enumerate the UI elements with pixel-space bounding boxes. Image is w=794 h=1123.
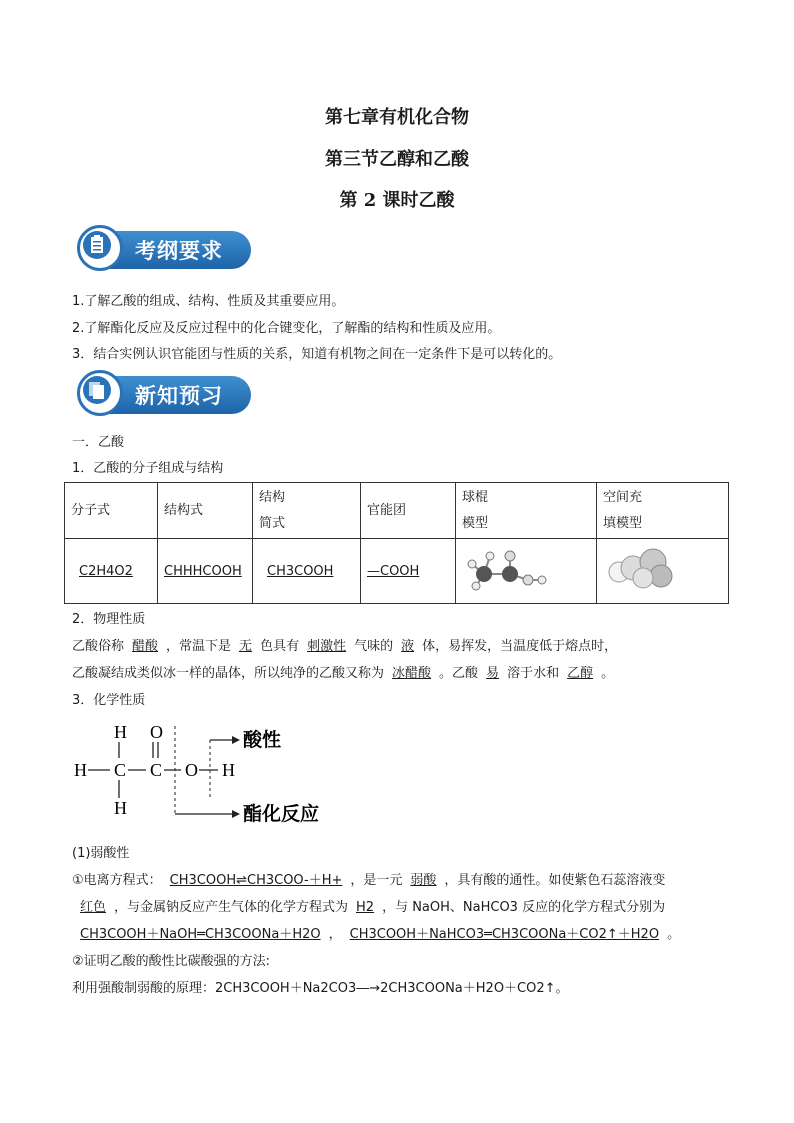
banner-preview [77, 370, 253, 416]
objective-3: 3．结合实例认识官能团与性质的关系，知道有机物之间在一定条件下是可以转化的。 [72, 347, 562, 362]
banner-label: 考纲要求 [135, 238, 223, 263]
atom-label: H [114, 722, 127, 742]
acidity-line-4: ②证明乙酸的酸性比碳酸强的方法: [72, 954, 271, 969]
table-header: 结构 简式 [253, 483, 361, 539]
table-row [65, 539, 729, 604]
banner-label: 新知预习 [135, 383, 223, 408]
objective-2: 2.了解酯化反应及反应过程中的化合键变化，了解酯的结构和性质及应用。 [72, 321, 501, 336]
table-header: 空间充 填模型 [597, 483, 729, 539]
atom-label: C [114, 760, 127, 780]
table-cell: CH3COOH [253, 539, 361, 604]
acetic-acid-structure-diagram [70, 718, 350, 828]
acid-label: 酸性 [243, 729, 282, 751]
sub-heading-structure: 1．乙酸的分子组成与结构 [72, 461, 224, 476]
ball-stick-model-cell [456, 539, 597, 604]
atom-label: O [185, 760, 198, 780]
documents-icon [83, 376, 111, 404]
acidity-line-2: 红色 ，与金属钠反应产生气体的化学方程式为 H2 ，与 NaOH、NaHCO3 反应的化学方程式分别为 [80, 900, 666, 915]
banner-exam-requirements [77, 225, 253, 271]
objective-1: 1.了解乙酸的组成、结构、性质及其重要应用。 [72, 294, 345, 309]
physical-line-2: 乙酸凝结成类似冰一样的晶体，所以纯净的乙酸又称为 冰醋酸 。乙酸 易 溶于水和 乙醇 。 [72, 666, 615, 681]
table-header-row [65, 483, 729, 539]
acidity-line-5: 利用强酸制弱酸的原理：2CH3COOH＋Na2CO3―→2CH3COONa＋H2O＋CO2↑。 [72, 981, 569, 996]
lesson-title: 第 2 课时乙酸 [339, 190, 455, 211]
table-header: 官能团 [361, 483, 456, 539]
acidity-line-3: CH3COOH＋NaOH═CH3COONa＋H2O ， CH3COOH＋NaHCO3═CH3COONa＋CO2↑＋H2O 。 [80, 927, 681, 942]
atom-label: H [74, 760, 87, 780]
sub-heading-physical: 2．物理性质 [72, 612, 146, 627]
structure-table [64, 482, 729, 604]
table-header: 球棍 模型 [456, 483, 597, 539]
space-filling-model-cell [597, 539, 729, 604]
ball-stick-model-image [462, 544, 572, 594]
atom-label: O [150, 722, 163, 742]
clipboard-icon [83, 231, 111, 259]
acidity-heading: (1)弱酸性 [72, 846, 130, 861]
table-cell: —COOH [361, 539, 456, 604]
section-heading: 一．乙酸 [72, 435, 125, 450]
physical-line-1: 乙酸俗称 醋酸 ，常温下是 无 色具有 刺激性 气味的 液 体，易挥发，当温度低于熔点时， [72, 639, 618, 654]
table-header: 分子式 [65, 483, 158, 539]
sub-heading-chemical: 3．化学性质 [72, 693, 146, 708]
table-cell: C2H4O2 [65, 539, 158, 604]
space-filling-model-image [603, 544, 683, 594]
chapter-title: 第七章有机化合物 [325, 107, 469, 128]
table-cell: CHHHCOOH [158, 539, 253, 604]
esterification-label: 酯化反应 [243, 803, 320, 825]
acidity-line-1: ①电离方程式： CH3COOH⇌CH3COO-＋H+ ，是一元 弱酸 ，具有酸的通性。如使紫色石蕊溶液变 [72, 873, 666, 888]
atom-label: H [222, 760, 235, 780]
atom-label: H [114, 798, 127, 818]
section-title: 第三节乙醇和乙酸 [325, 149, 469, 170]
atom-label: C [150, 760, 163, 780]
table-header: 结构式 [158, 483, 253, 539]
